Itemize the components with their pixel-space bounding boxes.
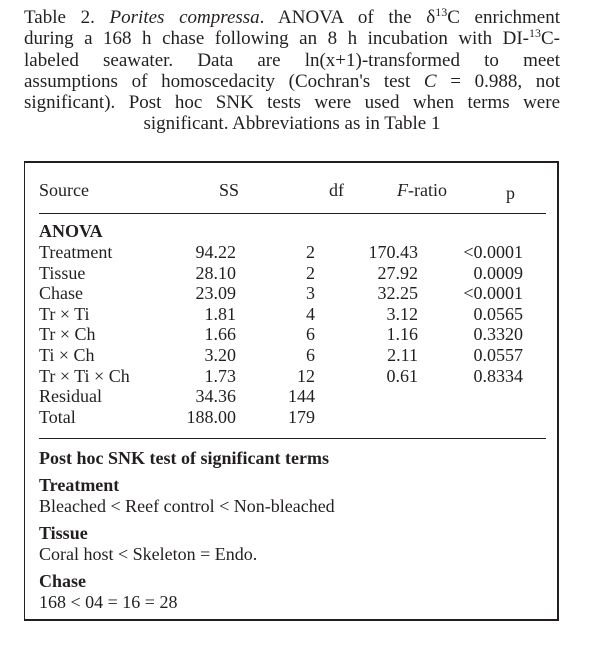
caption-label: Table 2. (24, 7, 95, 28)
table-row (25, 386, 557, 407)
f-ratio-cell: 2.11 (387, 345, 418, 365)
df-cell: 179 (288, 406, 315, 427)
posthoc-term-label: Chase (39, 571, 87, 591)
caption-line-4 (24, 71, 560, 92)
posthoc-term-name (25, 523, 557, 544)
caption-line-3: labeled seawater. Data are ln(x+1)-transformed to meet (24, 49, 560, 71)
f-ratio-cell: 170.43 (368, 242, 418, 262)
p-value-cell: <0.0001 (463, 242, 523, 262)
source-cell: Total (39, 406, 76, 427)
posthoc-result-text: Bleached < Reef control < Non-bleached (39, 495, 335, 516)
caption-text: assumptions of homoscedacity (Cochran's test (24, 70, 424, 92)
posthoc-term-name (25, 571, 557, 592)
ss-cell: 94.22 (195, 242, 236, 262)
table-caption (24, 7, 560, 135)
source-cell: Tr × Ti × Ch (39, 365, 130, 386)
posthoc-result-text: 168 < 04 = 16 = 28 (39, 591, 178, 612)
df-cell: 6 (306, 324, 315, 345)
ss-cell: 3.20 (204, 345, 236, 365)
posthoc-term-name (25, 475, 557, 496)
source-cell: Residual (39, 386, 102, 407)
caption-cochran-c: C (423, 70, 437, 92)
posthoc-title (25, 448, 557, 469)
source-cell: Tr × Ch (39, 324, 96, 345)
ss-cell: 1.73 (204, 365, 236, 386)
caption-superscript: 13 (529, 26, 541, 41)
posthoc-term-result (25, 592, 557, 613)
posthoc-result-text: Coral host < Skeleton = Endo. (39, 543, 258, 564)
f-ratio-cell: 3.12 (386, 303, 418, 324)
table-header-row (25, 180, 557, 201)
p-value-cell: 0.0565 (473, 303, 523, 324)
df-cell: 2 (306, 262, 315, 283)
f-ratio-cell: 0.61 (386, 365, 418, 386)
ss-cell: 28.10 (195, 262, 236, 283)
source-cell: Chase (39, 283, 83, 304)
p-value-cell: <0.0001 (463, 283, 523, 304)
p-value-cell: 0.0557 (473, 345, 523, 365)
posthoc-term-result (25, 496, 557, 517)
table-row (25, 345, 557, 366)
df-cell: 3 (306, 283, 315, 304)
table-row (25, 366, 557, 387)
ss-cell: 34.36 (195, 386, 236, 407)
table-row (25, 263, 557, 284)
df-cell: 2 (306, 242, 315, 262)
caption-line-2 (24, 28, 560, 49)
posthoc-divider (39, 438, 546, 439)
posthoc-term-label: Treatment (39, 475, 120, 495)
header-p: p (506, 183, 515, 203)
source-cell: Tissue (39, 262, 86, 283)
f-ratio-cell: 27.92 (377, 262, 418, 283)
source-cell: Ti × Ch (39, 345, 95, 365)
ss-cell: 23.09 (195, 283, 236, 304)
df-cell: 144 (288, 386, 315, 407)
header-f-ratio (397, 180, 447, 201)
caption-text: = 0.988, not (436, 70, 560, 92)
ss-cell: 1.66 (204, 324, 236, 345)
header-divider (39, 213, 546, 214)
caption-text: C- (541, 28, 560, 50)
f-ratio-cell: 32.25 (377, 283, 418, 304)
p-value-cell: 0.8334 (473, 365, 523, 386)
table-row (25, 324, 557, 345)
header-source: Source (39, 180, 89, 200)
caption-line-6: significant. Abbreviations as in Table 1 (143, 113, 441, 135)
f-ratio-cell: 1.16 (386, 324, 418, 345)
table-row (25, 407, 557, 428)
posthoc-term-label: Tissue (39, 523, 88, 543)
header-ss: SS (218, 180, 239, 200)
caption-species: Porites compressa (109, 7, 260, 28)
caption-text: . ANOVA of the δ (259, 7, 436, 28)
df-cell: 4 (306, 303, 315, 324)
p-value-cell: 0.3320 (473, 324, 523, 345)
df-cell: 6 (306, 345, 315, 365)
anova-label: ANOVA (39, 221, 103, 241)
table-row (25, 242, 557, 263)
ss-cell: 188.00 (186, 406, 236, 427)
ss-cell: 1.81 (204, 303, 236, 324)
p-value-cell: 0.0009 (473, 262, 523, 283)
table-row (25, 283, 557, 304)
section-title-anova (25, 221, 557, 242)
posthoc-title-text: Post hoc SNK test of significant terms (39, 448, 329, 468)
source-cell: Treatment (39, 242, 113, 262)
caption-line-1 (24, 7, 560, 28)
anova-table (24, 161, 559, 621)
caption-line-5: significant). Post hoc SNK tests were used when terms were (24, 92, 560, 114)
source-cell: Tr × Ti (39, 303, 90, 324)
header-f-italic: F (397, 180, 409, 200)
header-df: df (329, 180, 344, 200)
caption-text: C enrichment (447, 7, 560, 28)
caption-text: during a 168 h chase following an 8 h incubation with DI- (24, 28, 529, 50)
posthoc-term-result (25, 544, 557, 565)
caption-superscript: 13 (435, 5, 448, 19)
df-cell: 12 (297, 365, 315, 386)
header-f-rest: -ratio (408, 180, 447, 200)
table-row (25, 304, 557, 325)
